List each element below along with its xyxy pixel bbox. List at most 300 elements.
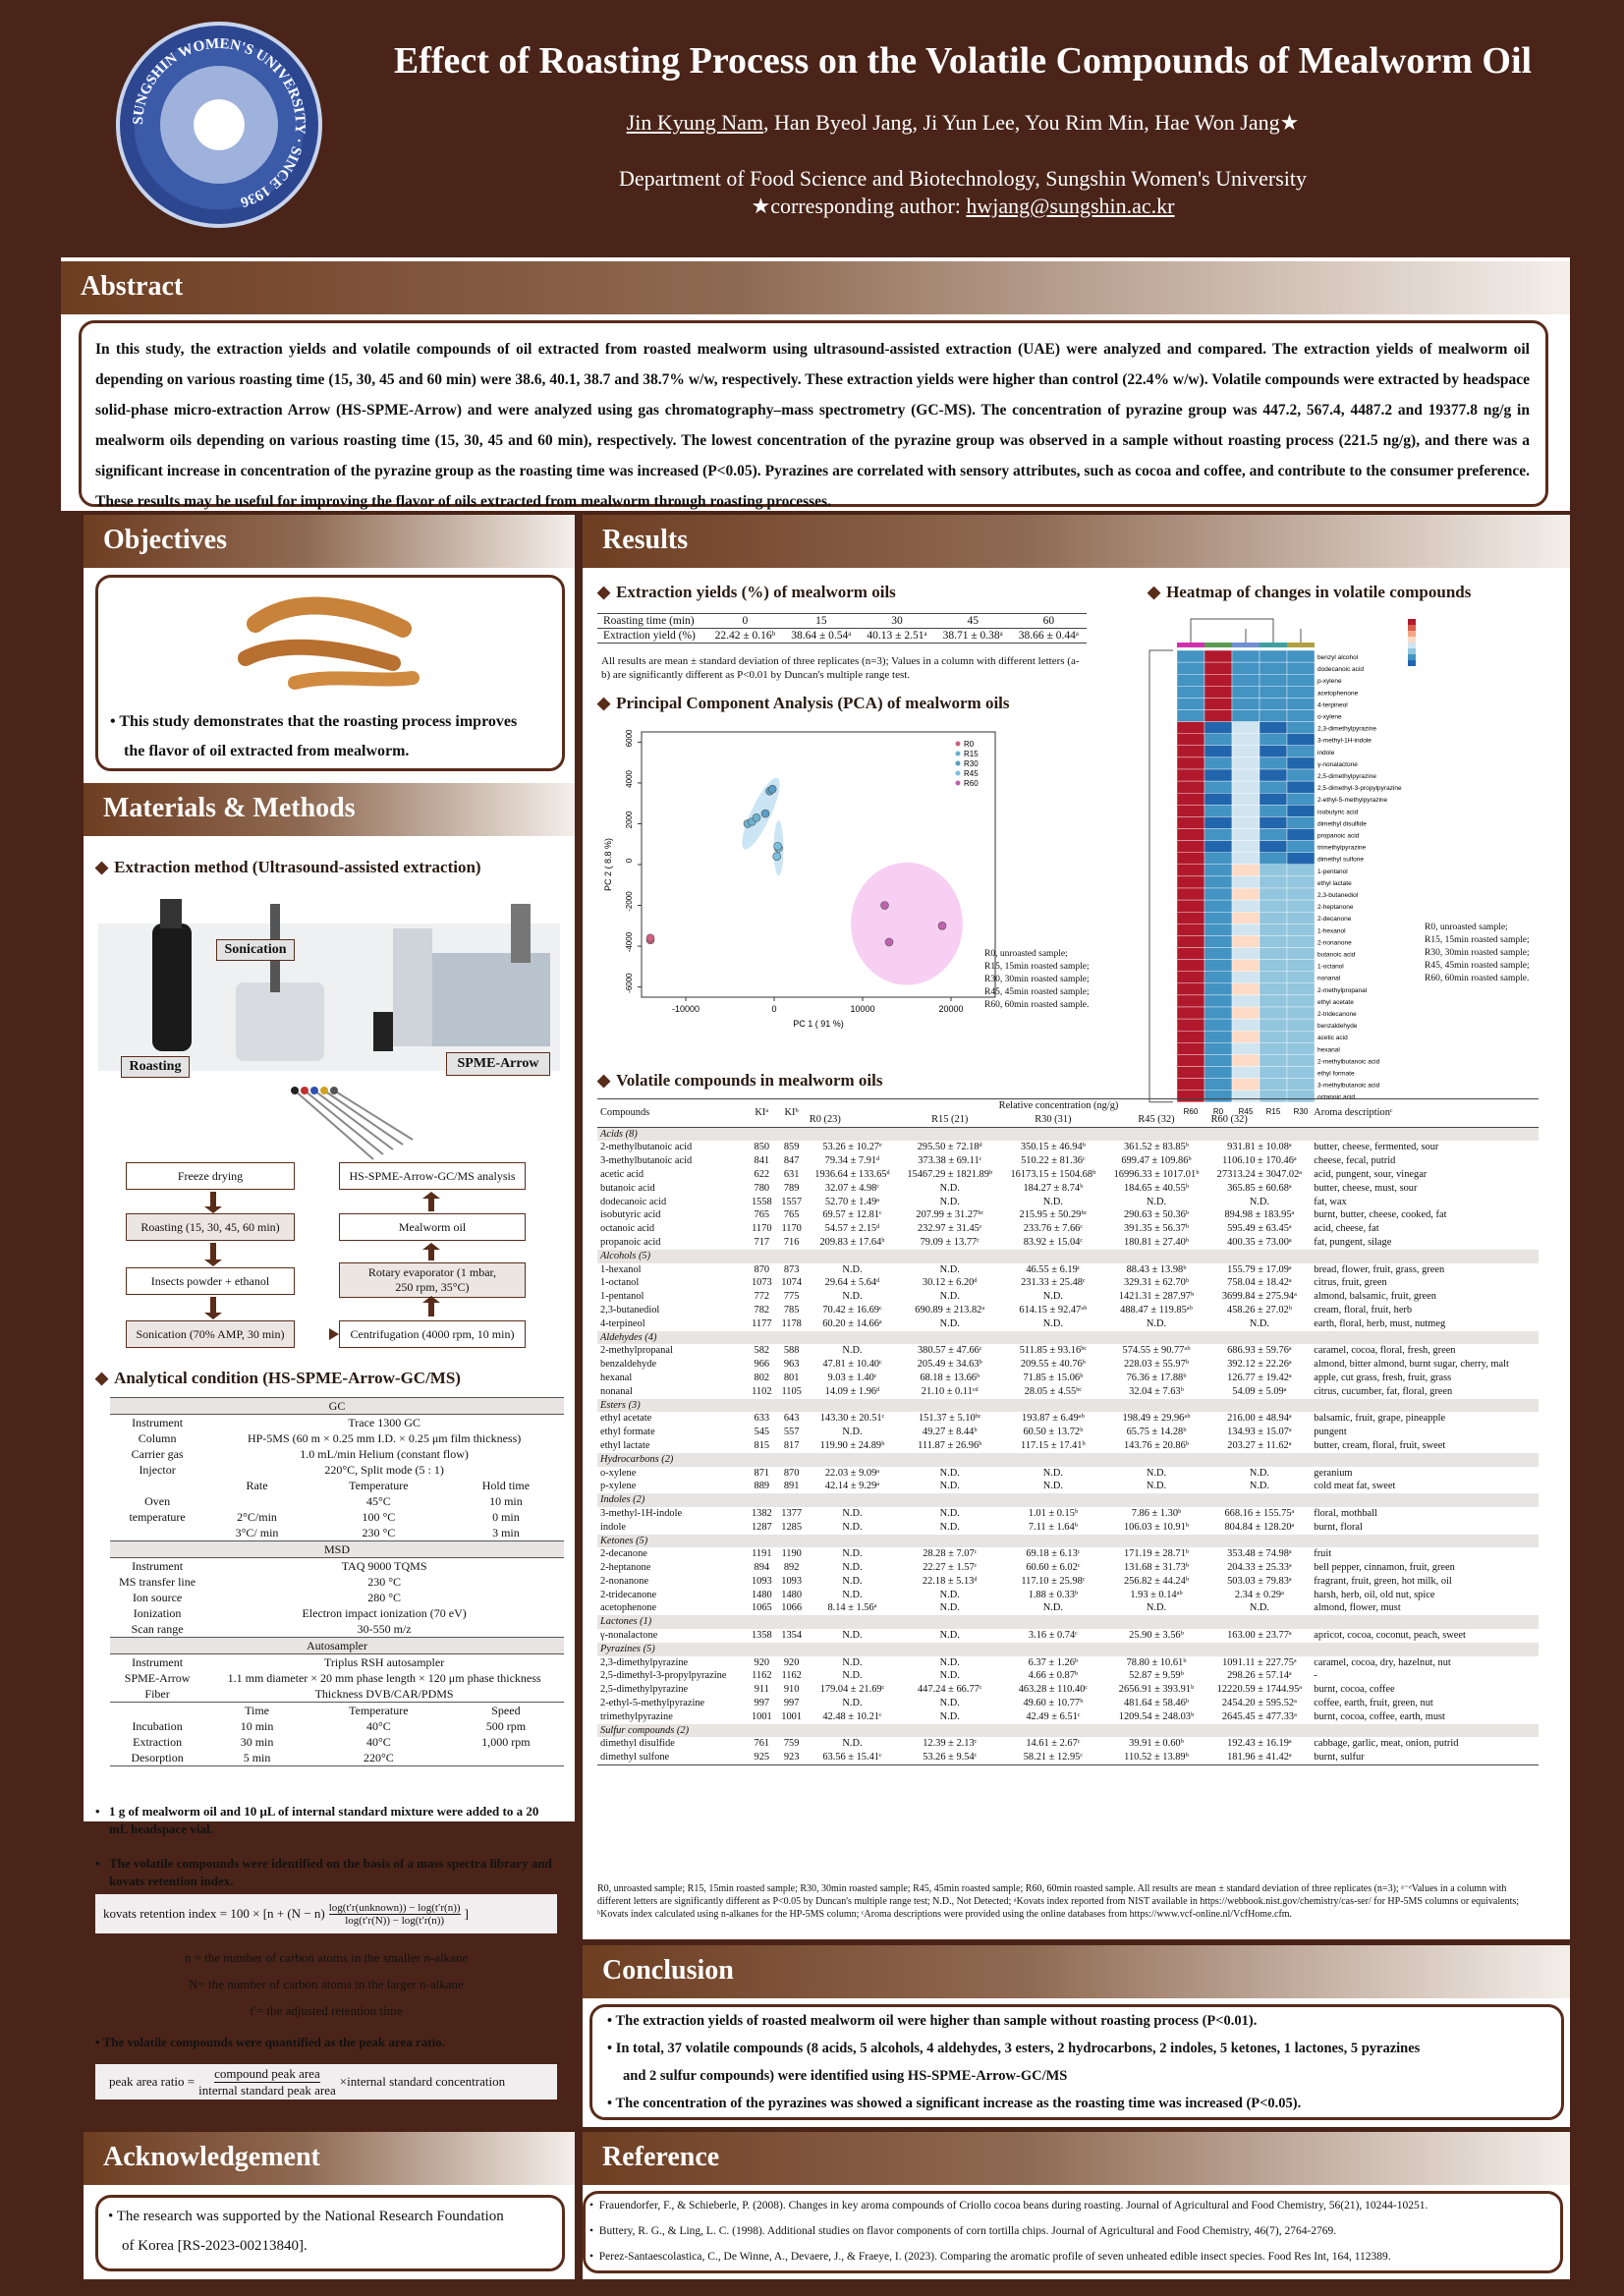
heatmap-cell (1177, 924, 1204, 935)
heatmap-cell (1177, 995, 1204, 1007)
yield-table: Roasting time (min) 0 15 30 45 60 Extraction yield (%) 22.42 ± 0.16ᵇ 38.64 ± 0.54ᵃ 40.13 ± 2.51ᵃ 38.71 ± 0.38ᵃ 38.66 ± 0.44ᵃ (597, 613, 1087, 644)
table-cell: burnt, butter, cheese, cooked, fat (1314, 1209, 1447, 1221)
table-cell: 78.80 ± 10.61ᵇ (1126, 1656, 1187, 1668)
table-cell: 231.33 ± 25.48ᶜ (1021, 1277, 1086, 1289)
yield-title: ◆ Extraction yields (%) of mealworm oils (597, 583, 896, 601)
heatmap-cell (1232, 983, 1260, 995)
pca-point-r0 (646, 934, 654, 942)
y-tick-label: -4000 (625, 931, 634, 953)
row-label: 4-terpineol (1317, 701, 1348, 709)
table-cell: earth, floral, herb, must, nutmeg (1314, 1317, 1446, 1329)
heatmap-cell (1260, 948, 1287, 960)
heatmap-cell (1287, 1007, 1315, 1019)
heatmap-cell (1204, 650, 1232, 662)
table-cell: 4-terpineol (600, 1317, 645, 1329)
table-cell: 232.97 ± 31.45ᶜ (917, 1223, 982, 1235)
table-cell: 871 (754, 1467, 770, 1479)
table-cell: 1093 (781, 1575, 803, 1587)
table-cell: indole (600, 1521, 626, 1533)
heatmap-cell (1232, 960, 1260, 972)
first-author: Jin Kyung Nam (626, 110, 763, 135)
table-cell: 63.56 ± 15.41ᶜ (822, 1752, 882, 1764)
table-cell: 209.83 ± 17.64ᵇ (819, 1236, 885, 1248)
heatmap-cell (1260, 816, 1287, 828)
table-cell: 373.38 ± 69.11ᶜ (918, 1155, 982, 1167)
table-cell: butter, cream, floral, fruit, sweet (1314, 1439, 1446, 1451)
pca-title: ◆ Principal Component Analysis (PCA) of mealworm oils (597, 694, 1010, 712)
table-cell: N.D. (939, 1507, 960, 1519)
heatmap-cell (1232, 781, 1260, 793)
heatmap-cell (1177, 935, 1204, 947)
svg-text:SUNGSHIN WOMEN'S UNIVERSITY ·: SUNGSHIN WOMEN'S UNIVERSITY · SINCE 1936 (130, 35, 308, 210)
legend-marker (956, 771, 961, 776)
table-cell: 488.47 ± 119.85ᵃᵇ (1120, 1304, 1193, 1316)
method-bullet-2: • The volatile compounds were identified on the basis of a mass spectra library and kovats retention index. (95, 1856, 552, 1888)
heatmap-cell (1287, 948, 1315, 960)
heatmap-cell (1287, 1019, 1315, 1031)
table-cell: 69.18 ± 6.13ᶜ (1026, 1548, 1081, 1560)
table-cell: N.D. (1146, 1317, 1167, 1329)
table-cell: 447.24 ± 66.77ᶜ (917, 1684, 982, 1696)
heatmap-cell (1260, 983, 1287, 995)
table-cell: N.D. (939, 1656, 960, 1668)
table-cell: 3699.84 ± 275.94ᵃ (1221, 1291, 1297, 1303)
table-row (597, 1154, 1539, 1168)
heatmap-cell (1177, 816, 1204, 828)
table-row (597, 1182, 1539, 1196)
table-row (597, 1412, 1539, 1426)
table-cell: 228.03 ± 55.97ᵇ (1123, 1359, 1190, 1371)
heatmap-cell (1177, 710, 1204, 722)
table-cell: 1354 (781, 1630, 803, 1642)
heatmap-cell (1204, 983, 1232, 995)
table-cell: cream, floral, fruit, herb (1314, 1304, 1413, 1316)
table-cell: 7.11 ± 1.64ᵇ (1028, 1521, 1078, 1533)
table-cell: 126.77 ± 19.42ᵃ (1227, 1372, 1292, 1383)
table-cell: 588 (783, 1345, 800, 1357)
heatmap-cell (1260, 853, 1287, 865)
row-label: 2-decanone (1317, 916, 1352, 924)
table-cell: 54.57 ± 2.15ᵈ (824, 1223, 880, 1235)
pca-point-r45 (773, 853, 781, 861)
heatmap-cell (1287, 698, 1315, 709)
table-cell: almond, bitter almond, burnt sugar, cherry, malt (1314, 1359, 1509, 1371)
table-cell: N.D. (842, 1698, 863, 1709)
row-label: nonanal (1317, 975, 1341, 982)
table-cell: N.D. (939, 1467, 960, 1479)
table-cell: 3.16 ± 0.74ᶜ (1028, 1630, 1078, 1642)
row-label: indole (1317, 749, 1335, 756)
reference-item: • Perez-Santaescolastica, C., De Winne, A., Devaere, J., & Fraeye, I. (2023). Comparing the aromatic profile of seven unheated edible insect species. Food Res Int, 164, 112389. (589, 2251, 1391, 2263)
table-cell: 511.85 ± 93.16ᵇᶜ (1019, 1345, 1088, 1357)
column-annotation (1204, 643, 1232, 647)
table-cell: 8.14 ± 1.56ᵃ (827, 1602, 877, 1614)
table-cell: apple, cut grass, fresh, fruit, grass (1314, 1372, 1452, 1383)
table-cell: 1073 (751, 1277, 772, 1289)
heatmap-cell (1260, 865, 1287, 876)
heatmap-cell (1287, 757, 1315, 769)
table-cell: N.D. (842, 1575, 863, 1587)
conclusion-item: • In total, 37 volatile compounds (8 acids, 5 alcohols, 4 aldehydes, 3 esters, 2 hydrocarbons, 2 indoles, 5 ketones, 1 lactones, 5 pyrazines (607, 2041, 1421, 2056)
heatmap-cell (1260, 710, 1287, 722)
row-label: benzyl alcohol (1317, 654, 1359, 661)
table-row (597, 1751, 1539, 1764)
table-cell: 29.64 ± 5.64ᵈ (824, 1277, 880, 1289)
table-cell: 12.39 ± 2.13ᶜ (923, 1738, 978, 1750)
objectives-heading: Objectives (84, 515, 575, 568)
reference-item: • Buttery, R. G., & Ling, L. C. (1998). Additional studies on flavor components of corn tortilla chips. Journal of Agricultural and Food Chemistry, 46(7), 2764-2769. (589, 2225, 1337, 2237)
row-label: hexanal (1317, 1046, 1340, 1054)
group-row: Sulfur compounds (2) (597, 1724, 1539, 1738)
row-label: 2,5-dimethyl-3-propylpyrazine (1317, 785, 1402, 793)
table-cell: 30.12 ± 6.20ᵈ (922, 1277, 978, 1289)
table-cell: 181.96 ± 41.42ᵃ (1227, 1752, 1292, 1764)
column-annotation (1177, 643, 1204, 647)
table-cell: N.D. (842, 1589, 863, 1600)
table-cell: ethyl acetate (600, 1413, 652, 1425)
table-cell: N.D. (939, 1182, 960, 1194)
heatmap-cell (1204, 698, 1232, 709)
table-cell: 614.15 ± 92.47ᵃᵇ (1019, 1304, 1088, 1316)
heatmap-cell (1287, 816, 1315, 828)
table-cell: - (1314, 1670, 1317, 1682)
table-cell: citrus, fruit, green (1314, 1277, 1387, 1289)
table-cell: 686.93 ± 59.76ᵃ (1227, 1345, 1292, 1357)
table-row (597, 1344, 1539, 1358)
table-cell: N.D. (1042, 1291, 1063, 1303)
heatmap-cell (1260, 662, 1287, 674)
sample-header: R0 (23) (809, 1113, 841, 1125)
table-cell: 163.00 ± 23.77ᵃ (1227, 1630, 1292, 1642)
table-cell: 60.50 ± 13.72ᵇ (1023, 1427, 1084, 1438)
row-label: ethyl acetate (1317, 998, 1354, 1006)
table-cell: 1358 (751, 1630, 772, 1642)
table-cell: N.D. (1042, 1481, 1063, 1492)
table-cell: 392.12 ± 22.26ᵃ (1227, 1359, 1292, 1371)
color-key-segment (1408, 654, 1416, 660)
heatmap-cell (1232, 734, 1260, 746)
table-cell: 850 (754, 1142, 770, 1153)
heatmap-cell (1204, 1019, 1232, 1031)
heatmap-cell (1260, 912, 1287, 924)
table-cell: 1558 (751, 1196, 772, 1207)
table-cell: 1001 (751, 1710, 772, 1722)
table-cell: dodecanoic acid (600, 1196, 667, 1207)
heatmap-cell (1232, 662, 1260, 674)
department: Department of Food Science and Biotechnology, Sungshin Women's University (619, 166, 1307, 191)
heatmap-cell (1204, 805, 1232, 816)
heatmap-cell (1287, 829, 1315, 841)
row-label: 2-nonanone (1317, 939, 1352, 947)
table-cell: 481.64 ± 58.46ᵇ (1123, 1698, 1190, 1709)
heatmap-cell (1177, 650, 1204, 662)
heatmap-cell (1287, 1079, 1315, 1091)
table-cell: 925 (754, 1752, 770, 1764)
table-cell: 892 (783, 1562, 800, 1574)
row-label: dimethyl sulfone (1317, 856, 1364, 864)
table-cell: 997 (783, 1698, 800, 1709)
heatmap-cell (1177, 1079, 1204, 1091)
group-row: Pyrazines (5) (597, 1643, 1539, 1656)
email-link[interactable]: hwjang@sungshin.ac.kr (966, 194, 1175, 218)
heatmap-cell (1232, 912, 1260, 924)
heatmap-cell (1287, 935, 1315, 947)
table-cell: N.D. (1042, 1602, 1063, 1614)
column-annotation (1287, 643, 1315, 647)
table-cell: 192.43 ± 16.19ᵃ (1227, 1738, 1292, 1750)
pca-point-r30 (761, 810, 769, 817)
heatmap-cell (1232, 793, 1260, 805)
table-cell: 699.47 ± 109.86ᵇ (1121, 1155, 1192, 1167)
table-cell: 894 (754, 1562, 770, 1574)
heatmap-cell (1232, 935, 1260, 947)
table-cell: 1.88 ± 0.33ᵇ (1028, 1589, 1079, 1600)
table-cell: 295.50 ± 72.18ᵈ (917, 1142, 982, 1153)
sonication-photo-label: Sonication (216, 939, 295, 961)
table-cell: 911 (754, 1684, 769, 1696)
table-cell: 155.79 ± 17.09ᵃ (1227, 1263, 1292, 1275)
table-cell: 2,5-dimethylpyrazine (600, 1684, 689, 1696)
heatmap-cell (1177, 769, 1204, 781)
volatile-table (597, 1098, 1539, 1765)
heatmap-cell (1232, 924, 1260, 935)
table-row (597, 1547, 1539, 1561)
table-cell: burnt, cocoa, coffee, earth, must (1314, 1710, 1445, 1722)
flow-roasting: Roasting (15, 30, 45, 60 min) (126, 1213, 295, 1241)
heatmap-cell (1204, 995, 1232, 1007)
table-cell: 1074 (781, 1277, 803, 1289)
table-row (597, 1196, 1539, 1209)
table-cell: 966 (754, 1359, 770, 1371)
heatmap-cell (1204, 829, 1232, 841)
heatmap-cell (1177, 865, 1204, 876)
heatmap-cell (1260, 876, 1287, 888)
table-cell: 216.00 ± 48.94ᵃ (1227, 1413, 1292, 1425)
col-header: Compounds (600, 1106, 650, 1118)
table-cell: 503.03 ± 79.83ᵃ (1227, 1575, 1292, 1587)
flow-rotary-evaporator: Rotary evaporator (1 mbar, 250 rpm, 35°C) (339, 1262, 526, 1298)
table-row (597, 1236, 1539, 1250)
heatmap-cell (1287, 888, 1315, 900)
heatmap-cell (1204, 948, 1232, 960)
table-cell: N.D. (842, 1656, 863, 1668)
table-cell: coffee, earth, fruit, green, nut (1314, 1698, 1433, 1709)
table-cell: balsamic, fruit, grape, pineapple (1314, 1413, 1446, 1425)
table-cell: 870 (754, 1263, 770, 1275)
table-row (597, 1601, 1539, 1615)
heatmap-cell (1177, 876, 1204, 888)
conclusion-heading: Conclusion (583, 1945, 1570, 1998)
table-cell: 1170 (752, 1223, 772, 1235)
heatmap-cell (1177, 972, 1204, 983)
table-cell: 772 (754, 1291, 770, 1303)
heatmap-cell (1177, 1054, 1204, 1066)
table-cell: 2-heptanone (600, 1562, 651, 1574)
heatmap-cell (1204, 1079, 1232, 1091)
table-cell: 780 (754, 1182, 770, 1194)
heatmap-cell (1177, 805, 1204, 816)
column-label: R60 (1183, 1106, 1199, 1116)
heatmap-cell (1260, 757, 1287, 769)
kovats-n-definition: n = the number of carbon atoms in the smaller n-alkane (184, 1950, 469, 1965)
heatmap-cell (1177, 829, 1204, 841)
table-cell: 761 (754, 1738, 770, 1750)
table-cell: 2,3-butanediol (600, 1304, 660, 1316)
row-label: 1-pentanol (1317, 868, 1348, 875)
table-cell: 1091.11 ± 227.75ᵃ (1222, 1656, 1297, 1668)
row-label: p-xylene (1317, 678, 1342, 686)
heatmap-cell (1177, 960, 1204, 972)
conclusion-item: and 2 sulfur compounds) were identified using HS-SPME-Arrow-GC/MS (623, 2068, 1068, 2084)
table-cell: 28.05 ± 4.55ᵇᶜ (1024, 1385, 1083, 1397)
table-cell: 2,5-dimethyl-3-propylpyrazine (600, 1670, 727, 1682)
table-cell: 207.99 ± 31.27ᵇᶜ (916, 1209, 984, 1221)
flow-freeze-drying: Freeze drying (126, 1162, 295, 1190)
table-cell: 1065 (751, 1602, 772, 1614)
table-cell: 256.82 ± 44.24ᵇ (1123, 1575, 1190, 1587)
table-cell: N.D. (939, 1698, 960, 1709)
table-cell: burnt, floral (1314, 1521, 1363, 1533)
table-cell: N.D. (939, 1317, 960, 1329)
table-cell: 2-decanone (600, 1548, 647, 1560)
y-tick-label: -6000 (625, 973, 634, 993)
heatmap-cell (1260, 1054, 1287, 1066)
table-row (597, 1629, 1539, 1643)
heatmap-cell (1287, 876, 1315, 888)
heatmap-cell (1204, 935, 1232, 947)
table-cell: pungent (1314, 1427, 1347, 1438)
objective-bullet: • This study demonstrates that the roasting process improves the flavor of oil extracted from mealworm. (110, 713, 518, 759)
table-cell: N.D. (1249, 1317, 1270, 1329)
row-label: trimethylpyrazine (1317, 844, 1367, 852)
table-cell: 171.19 ± 28.71ᵇ (1123, 1548, 1190, 1560)
row-label: acetophenone (1317, 690, 1359, 698)
table-cell: 49.27 ± 8.44ᵇ (922, 1427, 978, 1438)
table-cell: 32.07 ± 4.98ᶜ (824, 1182, 880, 1194)
table-cell: 68.18 ± 13.66ᵇ (920, 1372, 980, 1383)
heatmap-cell (1177, 662, 1204, 674)
table-cell: N.D. (1249, 1481, 1270, 1492)
heatmap-cell (1232, 853, 1260, 865)
table-cell: 65.75 ± 14.28ᵇ (1126, 1427, 1187, 1438)
table-cell: 859 (783, 1142, 800, 1153)
table-cell: 151.37 ± 5.10ᵇᶜ (918, 1413, 981, 1425)
heatmap-cell (1260, 793, 1287, 805)
ack-text: • The research was supported by the National Research Foundation of Korea [RS-2023-00213840]. (108, 2209, 504, 2254)
heatmap-cell (1177, 674, 1204, 686)
table-cell: nonanal (600, 1385, 633, 1397)
table-cell: cold meat fat, sweet (1314, 1481, 1396, 1492)
row-label: octanoic acid (1317, 1093, 1355, 1101)
heatmap-cell (1204, 841, 1232, 853)
author-list (324, 110, 1601, 136)
heatmap-cell (1177, 1067, 1204, 1079)
analytical-condition-title: ◆ Analytical condition (HS-SPME-Arrow-GC/MS) (95, 1369, 461, 1387)
heatmap-cell (1204, 781, 1232, 793)
table-cell: 28.28 ± 7.07ᶜ (923, 1548, 978, 1560)
table-cell: N.D. (842, 1263, 863, 1275)
table-cell: 1.01 ± 0.15ᵇ (1028, 1507, 1079, 1519)
table-row (597, 1467, 1539, 1481)
table-cell: 817 (783, 1439, 800, 1451)
table-cell: 60.20 ± 14.66ᵃ (822, 1317, 882, 1329)
table-cell: 16173.15 ± 1504.68ᵇ (1010, 1168, 1096, 1180)
table-cell: N.D. (842, 1507, 863, 1519)
x-tick-label: 10000 (850, 1004, 875, 1014)
abstract-heading: Abstract (61, 261, 1570, 314)
pca-point-r15 (753, 813, 760, 821)
heatmap-cell (1260, 924, 1287, 935)
pca-point-r60 (881, 902, 889, 910)
heatmap-cell (1177, 948, 1204, 960)
row-label: ethyl formate (1317, 1070, 1355, 1078)
heatmap-cell (1287, 710, 1315, 722)
table-cell: N.D. (842, 1345, 863, 1357)
table-cell: 894.98 ± 183.95ᵃ (1224, 1209, 1295, 1221)
table-row (597, 1385, 1539, 1399)
heatmap-cell (1287, 734, 1315, 746)
table-row (597, 1507, 1539, 1521)
table-cell: 350.15 ± 46.94ᵇ (1020, 1142, 1086, 1153)
table-cell: 1001 (781, 1710, 803, 1722)
table-cell: 1480 (781, 1589, 803, 1600)
heatmap-cell (1260, 829, 1287, 841)
heatmap-cell (1204, 960, 1232, 972)
heatmap-cell (1204, 865, 1232, 876)
table-cell: 1093 (751, 1575, 772, 1587)
heatmap-cell (1287, 1067, 1315, 1079)
table-cell: 510.22 ± 81.36ᶜ (1021, 1155, 1086, 1167)
table-cell: bread, flower, fruit, grass, green (1314, 1263, 1445, 1275)
table-cell: butter, cheese, must, sour (1314, 1182, 1418, 1194)
table-cell: N.D. (1146, 1481, 1167, 1492)
table-cell: almond, balsamic, fruit, green (1314, 1291, 1436, 1303)
heatmap-cell (1287, 722, 1315, 734)
group-row: Lactones (1) (597, 1615, 1539, 1629)
kovats-t-definition: t′= the adjusted retention time (250, 2003, 403, 2018)
heatmap-cell (1287, 1042, 1315, 1054)
color-key-segment (1408, 660, 1416, 666)
heatmap-cell (1287, 1054, 1315, 1066)
col-header: KIᵇ (784, 1106, 799, 1118)
table-cell: 14.61 ± 2.67ᶜ (1026, 1738, 1081, 1750)
table-cell: 143.30 ± 20.51ᶜ (819, 1413, 885, 1425)
table-cell: 111.87 ± 26.96ᵇ (918, 1439, 982, 1451)
heatmap-cell (1287, 769, 1315, 781)
heatmap-cell (1260, 995, 1287, 1007)
table-cell: 765 (783, 1209, 800, 1221)
table-cell: 595.49 ± 63.45ᵃ (1227, 1223, 1292, 1235)
heatmap-cell (1177, 983, 1204, 995)
x-axis-label: PC 1 ( 91 %) (793, 1019, 844, 1029)
table-row (597, 1208, 1539, 1222)
table-cell: 3-methylbutanoic acid (600, 1155, 693, 1167)
table-cell: 391.35 ± 56.37ᵇ (1123, 1223, 1190, 1235)
table-cell: 365.85 ± 60.68ᵃ (1227, 1182, 1292, 1194)
reference-list (589, 2193, 1428, 2269)
table-row (597, 1656, 1539, 1670)
results-heading: Results (583, 515, 1570, 568)
table-cell: 21.10 ± 0.11ᶜᵈ (921, 1385, 979, 1397)
table-cell: p-xylene (600, 1481, 637, 1492)
table-cell: 110.52 ± 13.89ᵇ (1124, 1752, 1189, 1764)
x-tick-label: 0 (771, 1004, 777, 1014)
table-cell: 582 (754, 1345, 770, 1357)
table-cell: 69.57 ± 12.81ᶜ (822, 1209, 882, 1221)
table-cell: 759 (783, 1738, 800, 1750)
table-cell: 716 (783, 1236, 800, 1248)
flow-mealworm-oil: Mealworm oil (339, 1213, 526, 1241)
